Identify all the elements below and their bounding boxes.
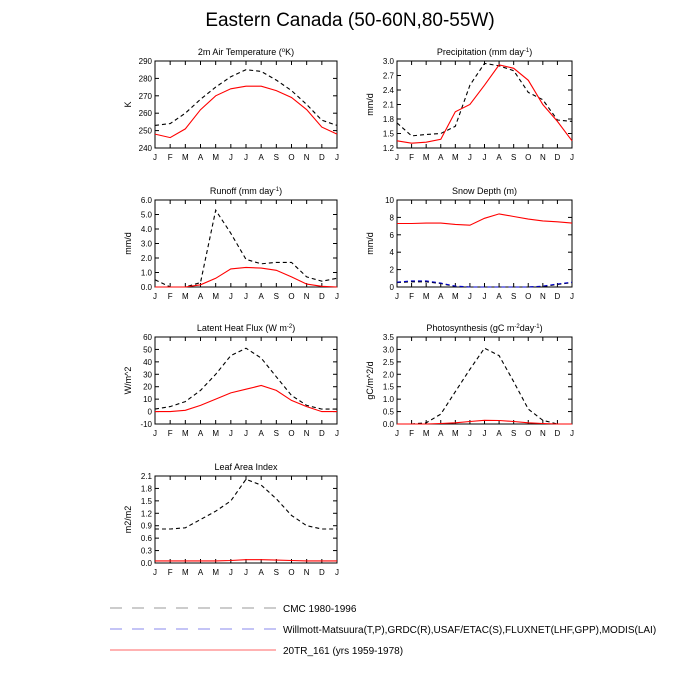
- runoff-ytick-label: 4.0: [140, 225, 152, 234]
- lhf-ytick-label: 50: [143, 345, 152, 355]
- precip-xtick-label: M: [451, 153, 459, 162]
- runoff-xtick-label: A: [197, 292, 204, 301]
- snow-xtick-label: M: [422, 292, 430, 301]
- gpp-xtick-label: J: [395, 429, 399, 438]
- lai-xtick-label: J: [228, 568, 233, 577]
- lai-ytick-label: 1.5: [140, 496, 152, 506]
- lhf-xtick-label: J: [153, 429, 157, 438]
- temp-xtick-label: M: [212, 153, 220, 162]
- temp-frame: [155, 61, 337, 148]
- lhf-title-part: -2: [286, 324, 293, 330]
- lhf-panel: [123, 323, 339, 438]
- runoff-xtick-label: F: [167, 292, 173, 301]
- gpp-xtick-label: J: [467, 429, 472, 438]
- lhf-title-part: Latent Heat Flux (W m: [196, 323, 287, 333]
- temp-title-part: o: [281, 48, 286, 54]
- temp-xtick-label: J: [228, 153, 233, 162]
- temp-xtick-label: J: [335, 153, 339, 162]
- snow-series-2-line: [397, 214, 572, 225]
- precip-xtick-label: A: [438, 153, 444, 162]
- temp-xtick-label: J: [244, 153, 248, 162]
- gpp-title-part: Photosynthesis (gC m: [426, 323, 515, 333]
- lai-ytick-label: 2.1: [140, 472, 152, 481]
- snow-ylabel: mm/d: [365, 232, 375, 255]
- runoff-panel: [123, 186, 339, 301]
- lai-xtick-label: J: [244, 568, 248, 577]
- precip-ytick-label: 2.1: [382, 100, 394, 110]
- lhf-xtick-label: A: [258, 429, 264, 438]
- runoff-title: [210, 186, 282, 196]
- gpp-xtick-label: J: [570, 429, 574, 438]
- precip-ytick-label: 2.4: [382, 86, 394, 95]
- runoff-xtick-label: J: [153, 292, 157, 301]
- lhf-series-0-line: [155, 348, 337, 409]
- lai-xtick-label: A: [197, 568, 204, 577]
- lhf-xtick-label: J: [244, 429, 248, 438]
- snow-xtick-label: O: [525, 292, 532, 301]
- precip-title: [437, 47, 532, 57]
- precip-xtick-label: M: [422, 153, 430, 162]
- lai-ytick-label: 1.2: [140, 509, 152, 519]
- runoff-xtick-label: O: [288, 292, 295, 301]
- gpp-xtick-label: F: [409, 429, 415, 438]
- snow-ytick-label: 8: [389, 213, 394, 223]
- lai-xtick-label: M: [212, 568, 220, 577]
- snow-xtick-label: J: [467, 292, 472, 301]
- gpp-xtick-label: A: [496, 429, 502, 438]
- lai-ytick-label: 1.8: [140, 484, 152, 494]
- temp-ylabel: K: [123, 101, 133, 108]
- runoff-title-part: Runoff (mm day: [209, 186, 274, 196]
- lhf-xtick-label: A: [197, 429, 204, 438]
- lai-xtick-label: S: [273, 568, 280, 577]
- page-title: Eastern Canada (50-60N,80-55W): [205, 10, 495, 31]
- temp-ytick-label: 260: [138, 109, 152, 119]
- lai-series-0-line: [155, 479, 337, 529]
- legend-item-model: [110, 646, 403, 657]
- gpp-title-part: -2: [514, 324, 520, 330]
- lai-xtick-label: J: [153, 568, 157, 577]
- lai-xtick-label: J: [335, 568, 339, 577]
- snow-ytick-label: 6: [389, 230, 394, 240]
- temp-series-1-line: [155, 86, 337, 137]
- precip-panel: [365, 47, 574, 162]
- runoff-ytick-label: 3.0: [140, 239, 152, 249]
- lhf-ytick-label: 30: [143, 370, 152, 380]
- legend-item-wm: [110, 625, 656, 636]
- precip-xtick-label: A: [496, 153, 502, 162]
- temp-ytick-label: 240: [138, 144, 152, 153]
- precip-series-0-line: [397, 63, 572, 135]
- runoff-xtick-label: A: [258, 292, 264, 301]
- lai-xtick-label: O: [288, 568, 295, 577]
- gpp-title-part: ): [539, 323, 543, 333]
- legend-label-model: 20TR_161 (yrs 1959-1978): [283, 646, 404, 657]
- temp-xtick-label: A: [197, 153, 204, 162]
- snow-xtick-label: F: [409, 292, 415, 301]
- temp-xtick-label: M: [181, 153, 189, 162]
- lhf-title-part: ): [292, 323, 296, 333]
- runoff-ytick-label: 0.0: [140, 283, 152, 292]
- temp-xtick-label: F: [167, 153, 173, 162]
- gpp-xtick-label: S: [510, 429, 517, 438]
- precip-title-part: -1: [523, 48, 530, 54]
- precip-ytick-label: 1.5: [382, 129, 394, 139]
- runoff-xtick-label: S: [273, 292, 280, 301]
- gpp-xtick-label: M: [451, 429, 459, 438]
- gpp-xtick-label: O: [525, 429, 532, 438]
- gpp-frame: [397, 337, 572, 424]
- lhf-title: [197, 323, 295, 333]
- snow-ytick-label: 10: [385, 196, 394, 205]
- gpp-ytick-label: 2.5: [382, 357, 394, 367]
- lai-xtick-label: N: [303, 568, 310, 577]
- lhf-xtick-label: S: [273, 429, 280, 438]
- lhf-ylabel: W/m^2: [123, 366, 133, 395]
- precip-xtick-label: F: [409, 153, 415, 162]
- lai-title-part: Leaf Area Index: [214, 462, 278, 472]
- gpp-ytick-label: 1.5: [382, 382, 394, 392]
- runoff-xtick-label: J: [244, 292, 248, 301]
- lhf-xtick-label: N: [303, 429, 310, 438]
- lai-frame: [155, 476, 337, 563]
- lai-xtick-label: D: [318, 568, 325, 577]
- snow-xtick-label: N: [539, 292, 546, 301]
- temp-title-part: 2m Air Temperature (: [197, 47, 282, 57]
- temp-xtick-label: D: [318, 153, 325, 162]
- temp-ytick-label: 250: [138, 126, 152, 136]
- snow-xtick-label: J: [482, 292, 487, 301]
- snow-xtick-label: A: [438, 292, 444, 301]
- snow-xtick-label: A: [496, 292, 502, 301]
- precip-xtick-label: S: [510, 153, 517, 162]
- lai-ytick-label: 0.9: [140, 521, 152, 531]
- runoff-ytick-label: 6.0: [140, 196, 152, 205]
- temp-panel: [123, 47, 339, 162]
- temp-ytick-label: 270: [138, 91, 152, 101]
- snow-title-part: Snow Depth (m): [451, 186, 518, 196]
- snow-xtick-label: M: [451, 292, 459, 301]
- lhf-ytick-label: -10: [140, 420, 152, 429]
- runoff-frame: [155, 200, 337, 287]
- snow-title: [452, 186, 517, 196]
- lai-ylabel: m2/m2: [123, 505, 133, 534]
- lai-xtick-label: A: [258, 568, 264, 577]
- gpp-xtick-label: J: [482, 429, 487, 438]
- lhf-series-1-line: [155, 386, 337, 412]
- temp-series-0-line: [155, 70, 337, 126]
- snow-ytick-label: 0: [389, 283, 394, 292]
- lhf-ytick-label: 40: [143, 357, 152, 367]
- snow-panel: [365, 186, 574, 301]
- lai-xtick-label: F: [167, 568, 173, 577]
- snow-xtick-label: S: [510, 292, 517, 301]
- runoff-xtick-label: N: [303, 292, 310, 301]
- gpp-title: [426, 323, 542, 333]
- precip-title-part: ): [529, 47, 533, 57]
- lai-ytick-label: 0.3: [140, 546, 152, 556]
- gpp-title-part: -1: [534, 324, 540, 330]
- legend-item-cmc: [110, 604, 357, 615]
- lai-ytick-label: 0.0: [140, 559, 152, 568]
- gpp-series-0-line: [397, 348, 572, 424]
- precip-xtick-label: J: [467, 153, 472, 162]
- lhf-xtick-label: M: [181, 429, 189, 438]
- precip-xtick-label: O: [525, 153, 532, 162]
- gpp-ytick-label: 1.0: [382, 395, 394, 405]
- runoff-xtick-label: M: [181, 292, 189, 301]
- gpp-title-part: day: [519, 323, 535, 333]
- temp-xtick-label: A: [258, 153, 264, 162]
- snow-ytick-label: 4: [389, 248, 394, 258]
- temp-xtick-label: J: [153, 153, 157, 162]
- temp-xtick-label: O: [288, 153, 295, 162]
- precip-xtick-label: J: [395, 153, 399, 162]
- lhf-xtick-label: O: [288, 429, 295, 438]
- lai-panel: [123, 462, 339, 577]
- lhf-xtick-label: J: [228, 429, 233, 438]
- gpp-xtick-label: A: [438, 429, 444, 438]
- temp-ytick-label: 280: [138, 74, 152, 84]
- precip-xtick-label: D: [554, 153, 561, 162]
- precip-xtick-label: N: [539, 153, 546, 162]
- lhf-ytick-label: 60: [143, 333, 152, 342]
- runoff-series-0-line: [155, 210, 337, 287]
- precip-xtick-label: J: [570, 153, 574, 162]
- runoff-title-part: -1: [273, 187, 280, 193]
- lhf-ytick-label: 0: [147, 407, 152, 417]
- temp-xtick-label: N: [303, 153, 310, 162]
- snow-xtick-label: D: [554, 292, 561, 301]
- gpp-panel: [365, 323, 574, 438]
- gpp-ylabel: gC/m^2/d: [365, 361, 375, 400]
- lhf-xtick-label: J: [335, 429, 339, 438]
- gpp-ytick-label: 3.5: [382, 333, 394, 342]
- snow-xtick-label: J: [570, 292, 574, 301]
- lhf-ytick-label: 20: [143, 382, 152, 392]
- lai-title: [214, 462, 278, 472]
- runoff-title-part: ): [279, 186, 283, 196]
- runoff-xtick-label: D: [318, 292, 325, 301]
- gpp-ytick-label: 3.0: [382, 345, 394, 355]
- legend-label-cmc: CMC 1980-1996: [283, 604, 357, 615]
- gpp-ytick-label: 0.0: [382, 420, 394, 429]
- snow-frame: [397, 200, 572, 287]
- temp-xtick-label: S: [273, 153, 280, 162]
- legend-label-wm: Willmott-Matsuura(T,P),GRDC(R),USAF/ETAC(S),FLUXNET(LHF,GPP),MODIS(LAI): [283, 625, 657, 636]
- gpp-xtick-label: N: [539, 429, 546, 438]
- temp-title: [198, 47, 294, 57]
- lhf-ytick-label: 10: [143, 395, 152, 405]
- lhf-xtick-label: D: [318, 429, 325, 438]
- precip-ytick-label: 1.2: [382, 144, 394, 153]
- runoff-ytick-label: 5.0: [140, 210, 152, 220]
- precip-ytick-label: 2.7: [382, 71, 394, 81]
- runoff-ylabel: mm/d: [123, 232, 133, 255]
- runoff-ytick-label: 1.0: [140, 268, 152, 278]
- lai-xtick-label: M: [181, 568, 189, 577]
- temp-title-part: K): [285, 47, 295, 57]
- lhf-xtick-label: F: [167, 429, 173, 438]
- gpp-ytick-label: 0.5: [382, 407, 394, 417]
- precip-ytick-label: 1.8: [382, 115, 394, 124]
- runoff-ytick-label: 2.0: [140, 254, 152, 263]
- precip-title-part: Precipitation (mm day: [436, 47, 524, 57]
- lai-ytick-label: 0.6: [140, 534, 152, 544]
- gpp-xtick-label: M: [422, 429, 430, 438]
- precip-xtick-label: J: [482, 153, 487, 162]
- precip-ytick-label: 3.0: [382, 57, 394, 66]
- precip-ylabel: mm/d: [365, 93, 375, 116]
- gpp-ytick-label: 2.0: [382, 370, 394, 380]
- runoff-xtick-label: J: [335, 292, 339, 301]
- lhf-xtick-label: M: [212, 429, 220, 438]
- temp-ytick-label: 290: [138, 57, 152, 66]
- snow-xtick-label: J: [395, 292, 399, 301]
- runoff-xtick-label: M: [212, 292, 220, 301]
- snow-ytick-label: 2: [389, 265, 394, 275]
- runoff-xtick-label: J: [228, 292, 233, 301]
- gpp-xtick-label: D: [554, 429, 561, 438]
